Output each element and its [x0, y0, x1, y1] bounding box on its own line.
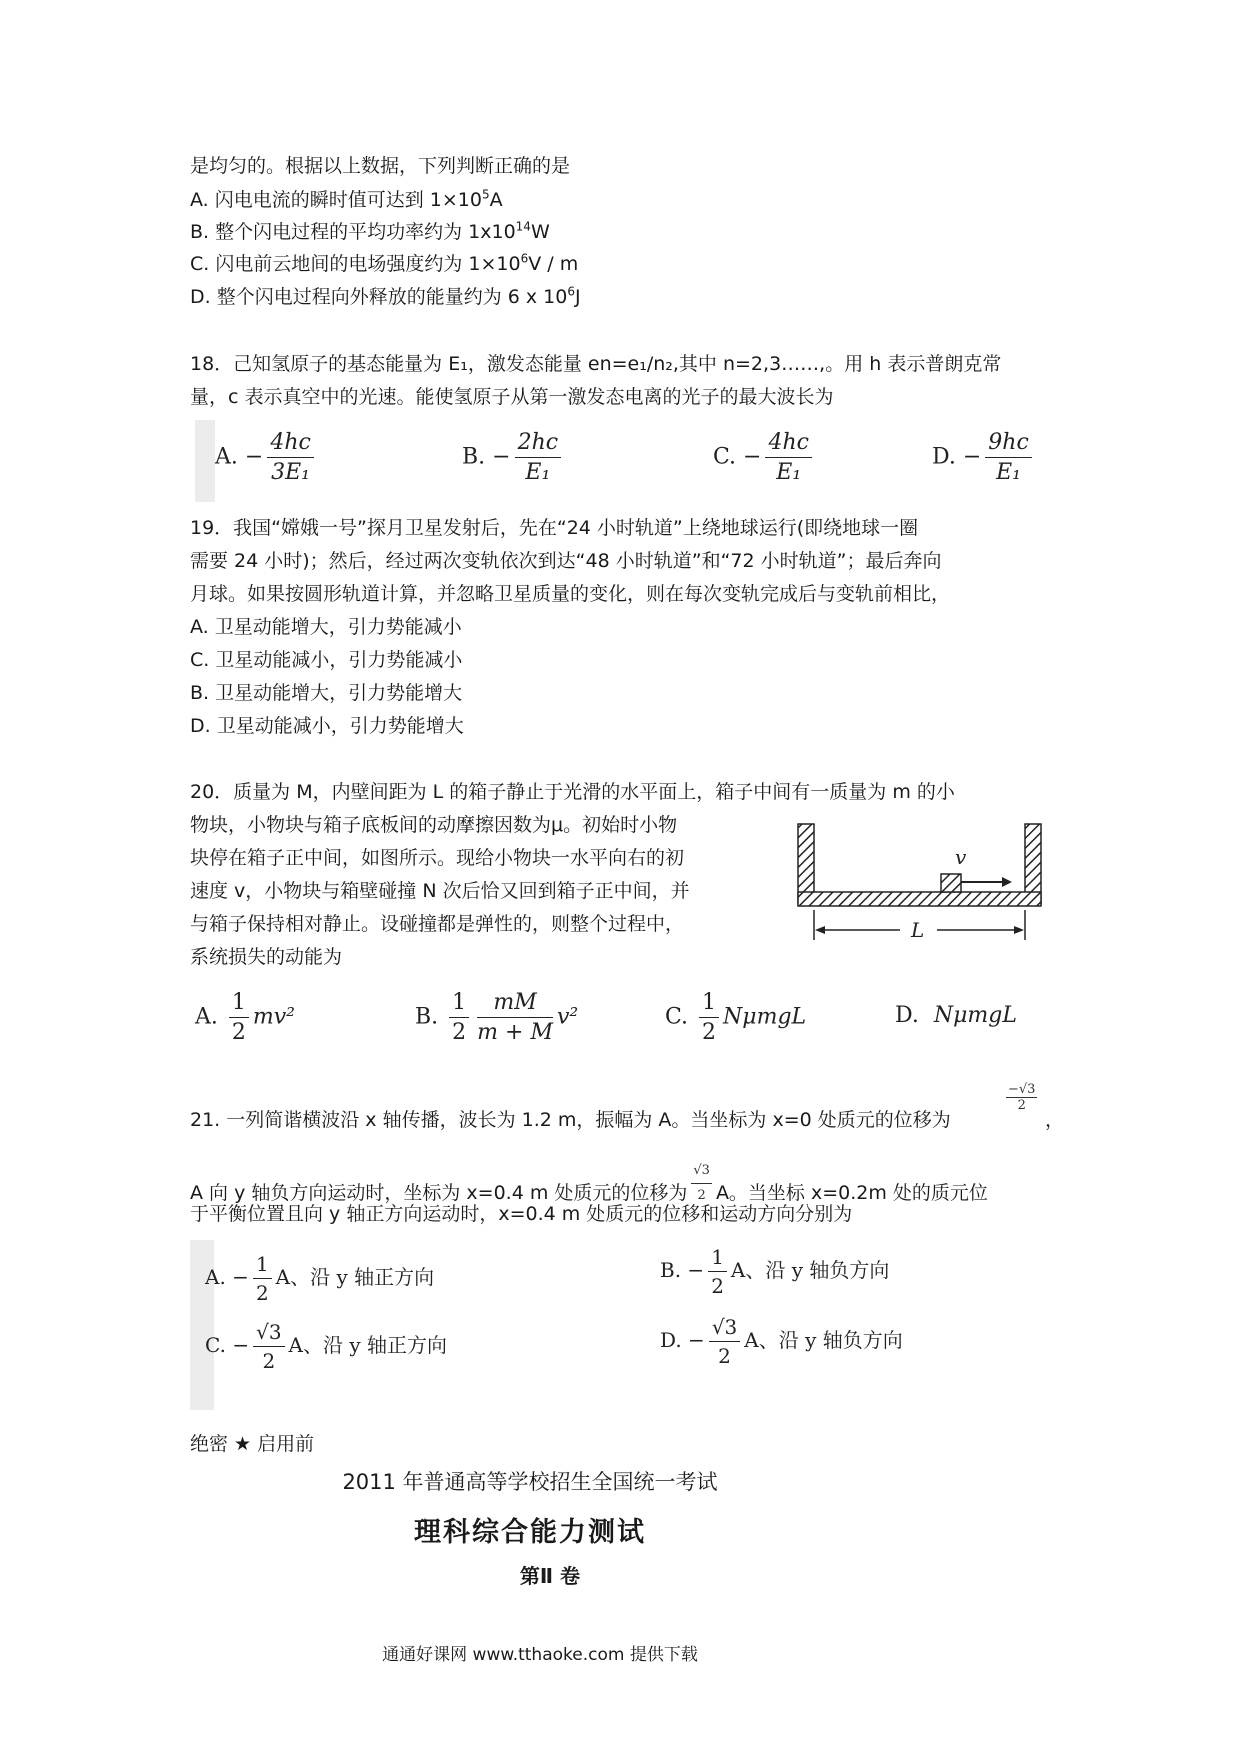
q18-option-c: C. − $\frac{4hc}{\text{E₁}}$	[713, 430, 816, 485]
q19-option-3: B. 卫星动能增大，引力势能增大	[190, 682, 463, 704]
q21-option-a: A. − $\frac{1}{2}$ A、沿 y 轴正方向	[205, 1252, 435, 1305]
q18-option-a: A. − $\frac{4hc}{\text{3E₁}}$	[215, 430, 318, 485]
q20-stem-line-1: 20．质量为 M，内壁间距为 L 的箱子静止于光滑的水平面上，箱子中间有一质量为 m 的小	[190, 781, 955, 803]
q21-stem-line-2: A 向 y 轴负方向运动时，坐标为 x=0.4 m 处质元的位移为 $\frac{√3}{2}$ A。当坐标 x=0.2m 处的质元位	[190, 1169, 988, 1218]
q18-b-fraction: $\frac{2hc}{\text{E₁}}$	[515, 430, 562, 485]
secret-notice: 绝密 ★ 启用前	[190, 1433, 315, 1455]
volume-label: 第Ⅱ 卷	[519, 1564, 581, 1588]
q20-stem-line-2: 物块，小物块与箱子底板间的动摩擦因数为μ。初始时小物	[190, 814, 678, 836]
q20-stem-line-6: 系统损失的动能为	[190, 946, 343, 968]
q19-stem-line-2: 需要 24 小时)；然后，经过两次变轨依次到达“48 小时轨道”和“72 小时轨道”；最后奔向	[190, 550, 942, 572]
q18-d-fraction: $\frac{9hc}{\text{E₁}}$	[985, 430, 1032, 485]
q21-option-c: C. − $\frac{√3}{2}$ A、沿 y 轴正方向	[205, 1320, 448, 1373]
scan-shadow	[195, 420, 215, 502]
q17-option-a: A. 闪电电流的瞬时值可达到 $1\times 10^5A$	[190, 187, 503, 211]
q20-box-figure	[795, 820, 1050, 950]
q18-stem-line-1: 18．己知氢原子的基态能量为 E₁，激发态能量 en=e₁/n₂,其中 n=2,3……,。用 h 表示普朗克常	[190, 353, 1002, 375]
q18-option-b: B. − $\frac{2hc}{\text{E₁}}$	[462, 430, 565, 485]
q19-option-4: D. 卫星动能减小，引力势能增大	[190, 715, 464, 737]
q20-option-d: D. NμmgL	[895, 1003, 1017, 1028]
q17-option-d: D. 整个闪电过程向外释放的能量约为 6 x $10^6J$	[190, 284, 581, 308]
q17-option-b: B. 整个闪电过程的平均功率约为 $1x10^{14}W$	[190, 219, 550, 243]
q21-option-d: D. − $\frac{√3}{2}$ A、沿 y 轴负方向	[660, 1315, 903, 1368]
q21-stem-line-1: 21. 一列简谐横波沿 x 轴传播，波长为 1.2 m，振幅为 A。当坐标为 x=0 处质元的位移为	[190, 1109, 951, 1131]
q20-option-a: A. $\frac{1}{2}$ mv²	[195, 990, 295, 1045]
q19-option-2: C. 卫星动能减小，引力势能减小	[190, 649, 463, 671]
exam-title: 理科综合能力测试	[414, 1517, 646, 1548]
q20-option-b: B. $\frac{1}{2}$ $\frac{mM}{m + M}$ v²	[415, 990, 579, 1045]
velocity-arrowhead	[1002, 877, 1012, 887]
q20-stem-line-5: 与箱子保持相对静止。设碰撞都是弹性的，则整个过程中，	[190, 913, 685, 935]
length-arrowhead-left	[815, 926, 825, 934]
q17-intro: 是均匀的。根据以上数据，下列判断正确的是	[190, 155, 571, 177]
q21-stem-line-3: 于平衡位置且向 y 轴正方向运动时，x=0.4 m 处质元的位移和运动方向分别为	[190, 1203, 853, 1225]
velocity-label: v	[955, 845, 967, 869]
length-label: L	[911, 918, 925, 942]
q21-frac-1: $\frac{-√3}{2}$	[1008, 1082, 1036, 1113]
q21-line-1-tail: ，	[1045, 1109, 1065, 1131]
q17-option-c: C. 闪电前云地间的电场强度约为 $1\times 10^6V / m$	[190, 251, 579, 275]
page-footer: 通通好课网 www.tthaoke.com 提供下载	[382, 1645, 698, 1665]
length-arrowhead-right	[1014, 926, 1024, 934]
q20-stem-line-3: 块停在箱子正中间，如图所示。现给小物块一水平向右的初	[190, 847, 685, 869]
q19-option-1: A. 卫星动能增大，引力势能减小	[190, 616, 462, 638]
q19-stem-line-1: 19．我国“嫦娥一号”探月卫星发射后，先在“24 小时轨道”上绕地球运行(即绕地球一圈	[190, 517, 919, 539]
exam-name: 2011 年普通高等学校招生全国统一考试	[342, 1470, 718, 1494]
small-block	[941, 874, 961, 892]
q20-option-c: C. $\frac{1}{2}$ NμmgL	[665, 990, 807, 1045]
q18-option-d: D. − $\frac{9hc}{\text{E₁}}$	[932, 430, 1036, 485]
q18-c-fraction: $\frac{4hc}{\text{E₁}}$	[765, 430, 812, 485]
box-floor	[798, 892, 1041, 906]
q18-stem-line-2: 量，c 表示真空中的光速。能使氢原子从第一激发态电离的光子的最大波长为	[190, 386, 834, 408]
q18-a-fraction: $\frac{4hc}{\text{3E₁}}$	[267, 430, 314, 485]
q19-stem-line-3: 月球。如果按圆形轨道计算，并忽略卫星质量的变化，则在每次变轨完成后与变轨前相比，	[190, 583, 951, 605]
q21-option-b: B. − $\frac{1}{2}$ A、沿 y 轴负方向	[660, 1245, 890, 1298]
q20-stem-line-4: 速度 v，小物块与箱壁碰撞 N 次后恰又回到箱子正中间，并	[190, 880, 690, 902]
